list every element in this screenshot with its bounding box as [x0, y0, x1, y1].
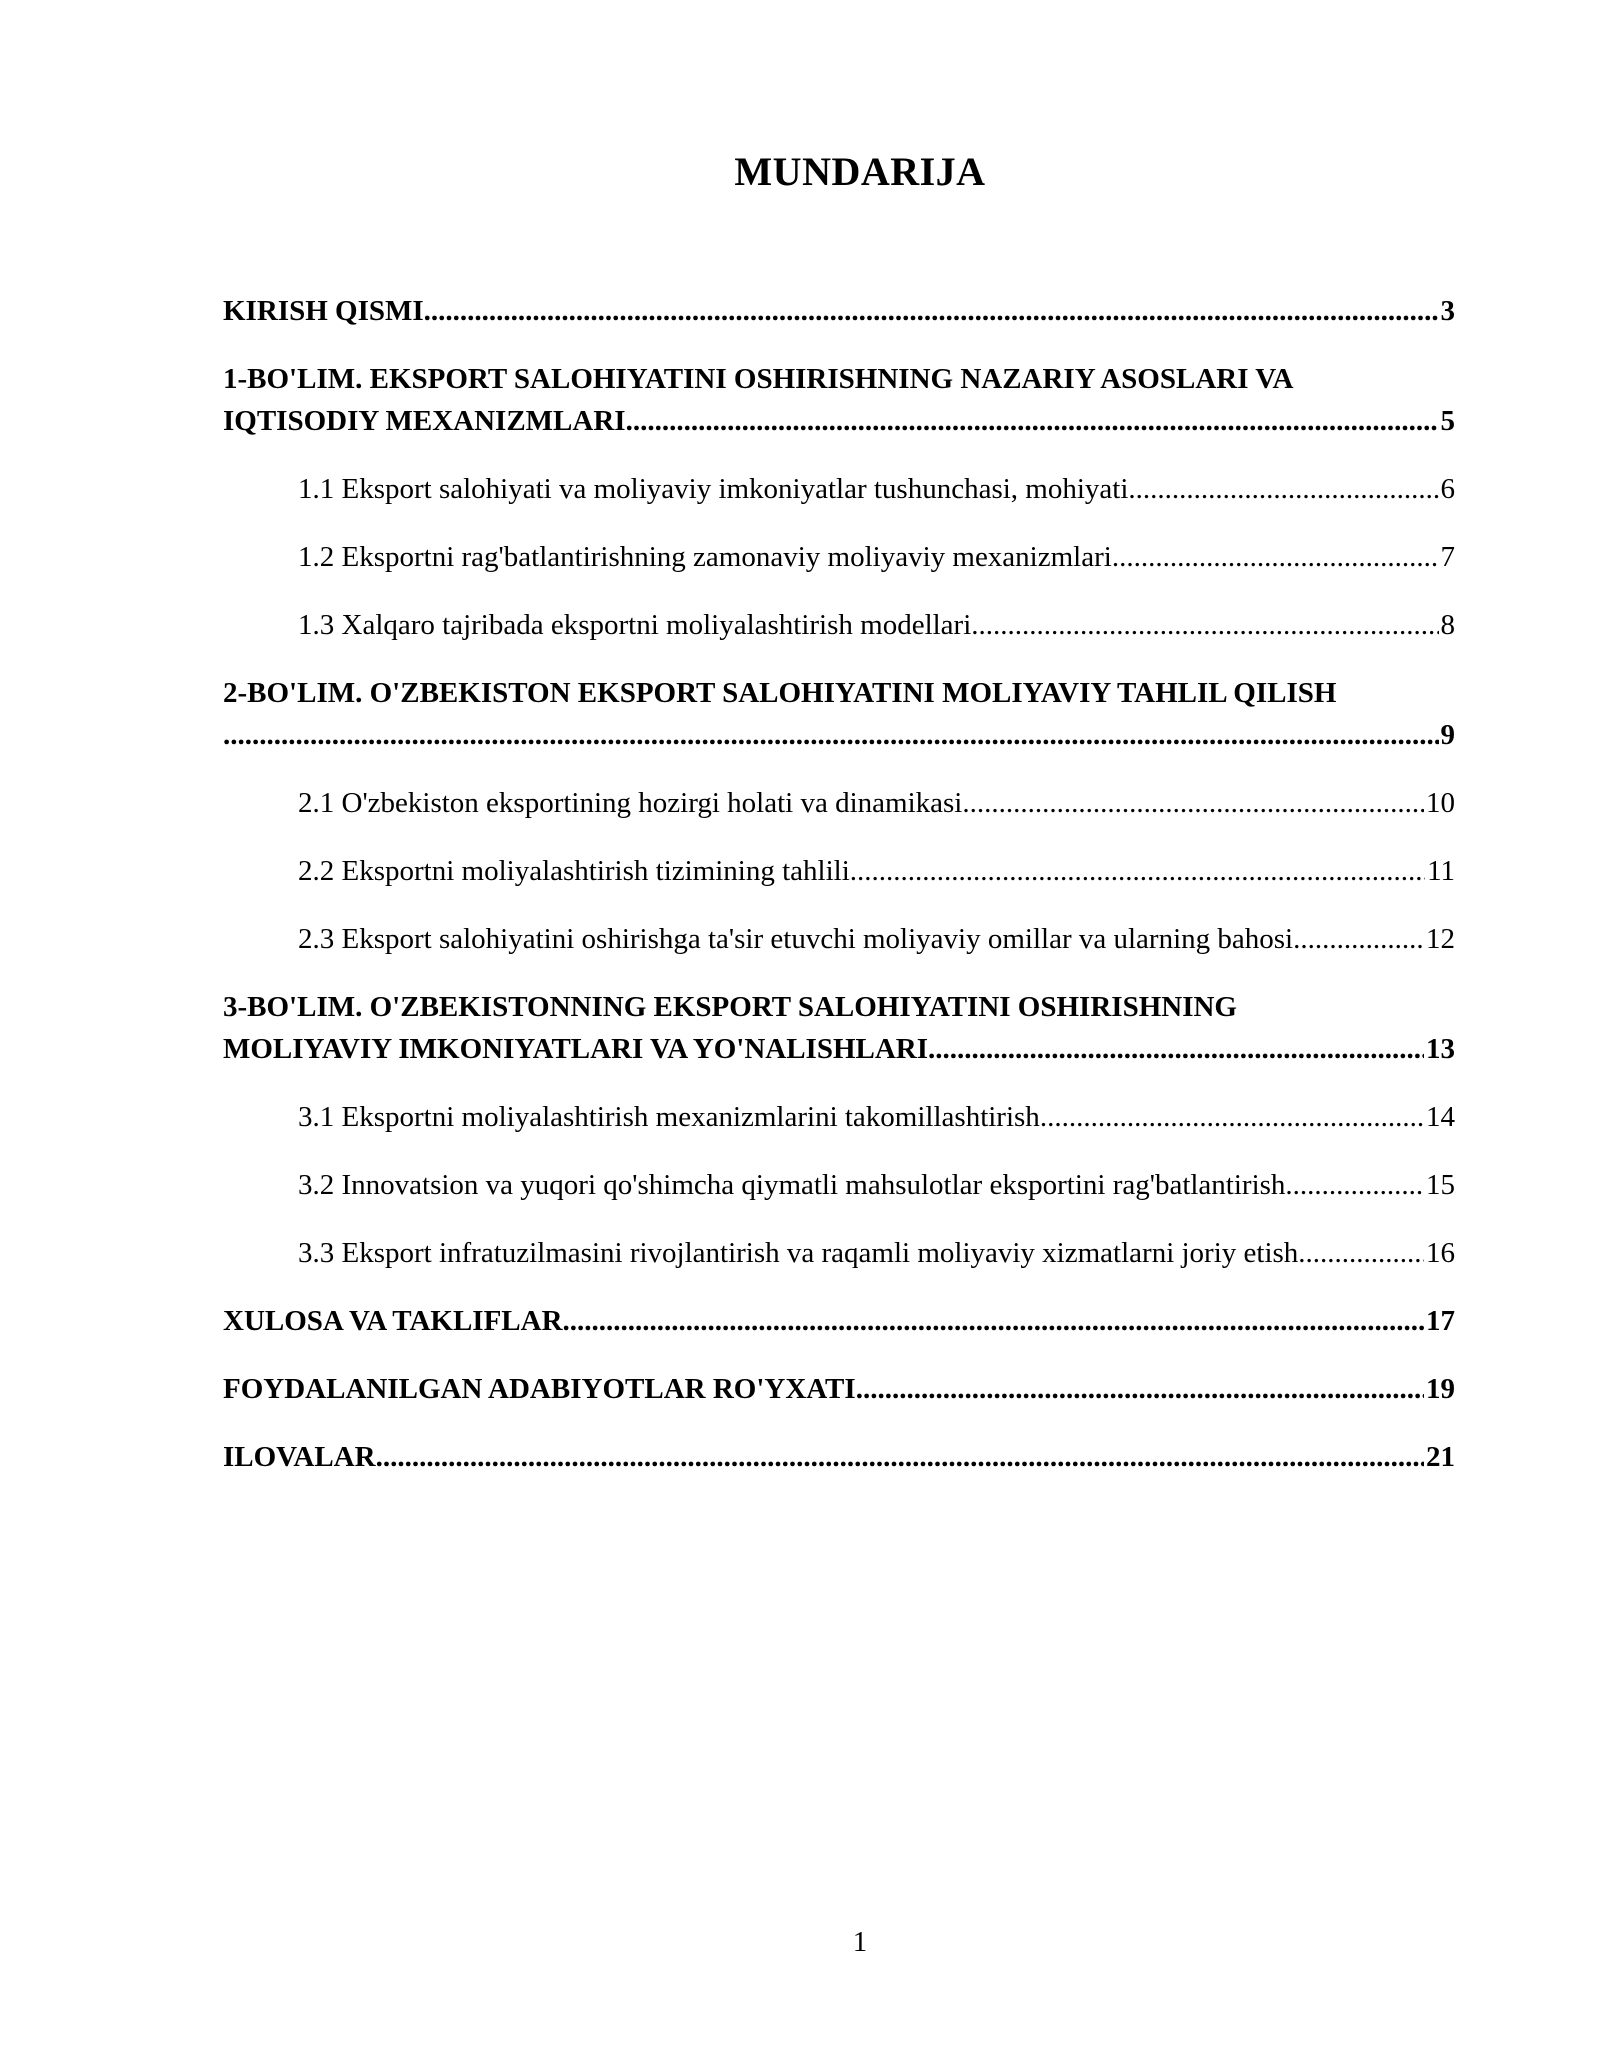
- toc-entry-1-2[interactable]: [223, 536, 1455, 578]
- page-title: MUNDARIJA: [734, 149, 986, 194]
- toc-entry-2-2[interactable]: [223, 850, 1455, 892]
- toc-entry-title: MOLIYAVIY IMKONIYATLARI VA YO'NALISHLARI: [223, 1033, 929, 1065]
- toc-leader-dots: [971, 604, 1438, 646]
- toc-leader-dots: [376, 1436, 1424, 1478]
- toc-entry-title: 2.1 O'zbekiston eksportining hozirgi holati va dinamikasi: [298, 787, 963, 819]
- toc-leader-dots: [928, 1028, 1424, 1070]
- toc-leader-dots: [1112, 536, 1439, 578]
- toc-leader-dots: [1293, 918, 1424, 960]
- toc-entry-chapter-2[interactable]: [223, 672, 1455, 756]
- toc-page-number: 16: [1426, 1237, 1455, 1269]
- toc-leader-dots: [962, 782, 1424, 824]
- toc-entry-adabiyotlar[interactable]: [223, 1368, 1455, 1410]
- toc-entry-title: XULOSA VA TAKLIFLAR: [223, 1305, 563, 1337]
- toc-entry-title: ILOVALAR: [223, 1441, 376, 1473]
- toc-leader-dots: [1298, 1232, 1424, 1274]
- toc-entry-title: FOYDALANILGAN ADABIYOTLAR RO'YXATI: [223, 1373, 856, 1405]
- toc-page-number: 3: [1440, 295, 1455, 327]
- toc-entry-3-2[interactable]: [223, 1164, 1455, 1206]
- toc-page-number: 10: [1426, 787, 1455, 819]
- toc-entry-title-line1: 1-BO'LIM. EKSPORT SALOHIYATINI OSHIRISHNING NAZARIY ASOSLARI VA: [223, 363, 1294, 395]
- toc-page-number: 8: [1440, 609, 1455, 641]
- toc-page-number: 21: [1426, 1441, 1455, 1473]
- toc-entry-1-3[interactable]: [223, 604, 1455, 646]
- toc-leader-dots: [1285, 1164, 1424, 1206]
- toc-page-number: 9: [1440, 719, 1455, 751]
- toc-entry-3-3[interactable]: [223, 1232, 1455, 1274]
- toc-entry-title: 2.2 Eksportni moliyalashtirish tizimining tahlili: [298, 855, 850, 887]
- toc-entry-chapter-1[interactable]: [223, 358, 1455, 442]
- toc-leader-dots: [856, 1368, 1424, 1410]
- toc-entry-title: 2.3 Eksport salohiyatini oshirishga ta'sir etuvchi moliyaviy omillar va ularning bahosi: [298, 923, 1294, 955]
- toc-page-number: 19: [1426, 1373, 1455, 1405]
- toc-leader-dots: [424, 290, 1439, 332]
- toc-entry-kirish[interactable]: [223, 290, 1455, 332]
- toc-entry-xulosa[interactable]: [223, 1300, 1455, 1342]
- toc-page-number: 13: [1426, 1033, 1455, 1065]
- toc-entry-title-line1: 2-BO'LIM. O'ZBEKISTON EKSPORT SALOHIYATINI MOLIYAVIY TAHLIL QILISH: [223, 677, 1337, 709]
- toc-entry-title: KIRISH QISMI: [223, 295, 424, 327]
- toc-entry-title: 3.2 Innovatsion va yuqori qo'shimcha qiymatli mahsulotlar eksportini rag'batlantirish: [298, 1169, 1286, 1201]
- toc-leader-dots: [1128, 468, 1438, 510]
- toc-page-number: 11: [1427, 855, 1455, 887]
- toc-page-number: 14: [1426, 1101, 1455, 1133]
- table-of-contents: [223, 290, 1455, 1504]
- toc-leader-dots: [1040, 1096, 1424, 1138]
- toc-entry-title: 3.1 Eksportni moliyalashtirish mexanizmlarini takomillashtirish: [298, 1101, 1040, 1133]
- toc-entry-title: IQTISODIY MEXANIZMLARI: [223, 405, 626, 437]
- toc-entry-title: 1.1 Eksport salohiyati va moliyaviy imkoniyatlar tushunchasi, mohiyati: [298, 473, 1129, 505]
- toc-entry-title-line1: 3-BO'LIM. O'ZBEKISTONNING EKSPORT SALOHIYATINI OSHIRISHNING: [223, 991, 1237, 1023]
- page-number: 1: [852, 1926, 868, 1958]
- toc-leader-dots: [626, 400, 1439, 442]
- toc-entry-ilovalar[interactable]: [223, 1436, 1455, 1478]
- toc-entry-chapter-3[interactable]: [223, 986, 1455, 1070]
- toc-leader-dots: [223, 714, 1439, 756]
- toc-leader-dots: [563, 1300, 1424, 1342]
- toc-entry-title: 3.3 Eksport infratuzilmasini rivojlantirish va raqamli moliyaviy xizmatlarni joriy etish: [298, 1237, 1299, 1269]
- toc-page-number: 6: [1440, 473, 1455, 505]
- toc-entry-title: 1.3 Xalqaro tajribada eksportni moliyalashtirish modellari: [298, 609, 972, 641]
- toc-entry-2-3[interactable]: [223, 918, 1455, 960]
- toc-entry-2-1[interactable]: [223, 782, 1455, 824]
- toc-leader-dots: [850, 850, 1425, 892]
- toc-page-number: 7: [1440, 541, 1455, 573]
- toc-page-number: 17: [1426, 1305, 1455, 1337]
- toc-entry-title: 1.2 Eksportni rag'batlantirishning zamonaviy moliyaviy mexanizmlari: [298, 541, 1112, 573]
- toc-page-number: 12: [1426, 923, 1455, 955]
- toc-entry-3-1[interactable]: [223, 1096, 1455, 1138]
- toc-entry-1-1[interactable]: [223, 468, 1455, 510]
- toc-page-number: 5: [1440, 405, 1455, 437]
- toc-page-number: 15: [1426, 1169, 1455, 1201]
